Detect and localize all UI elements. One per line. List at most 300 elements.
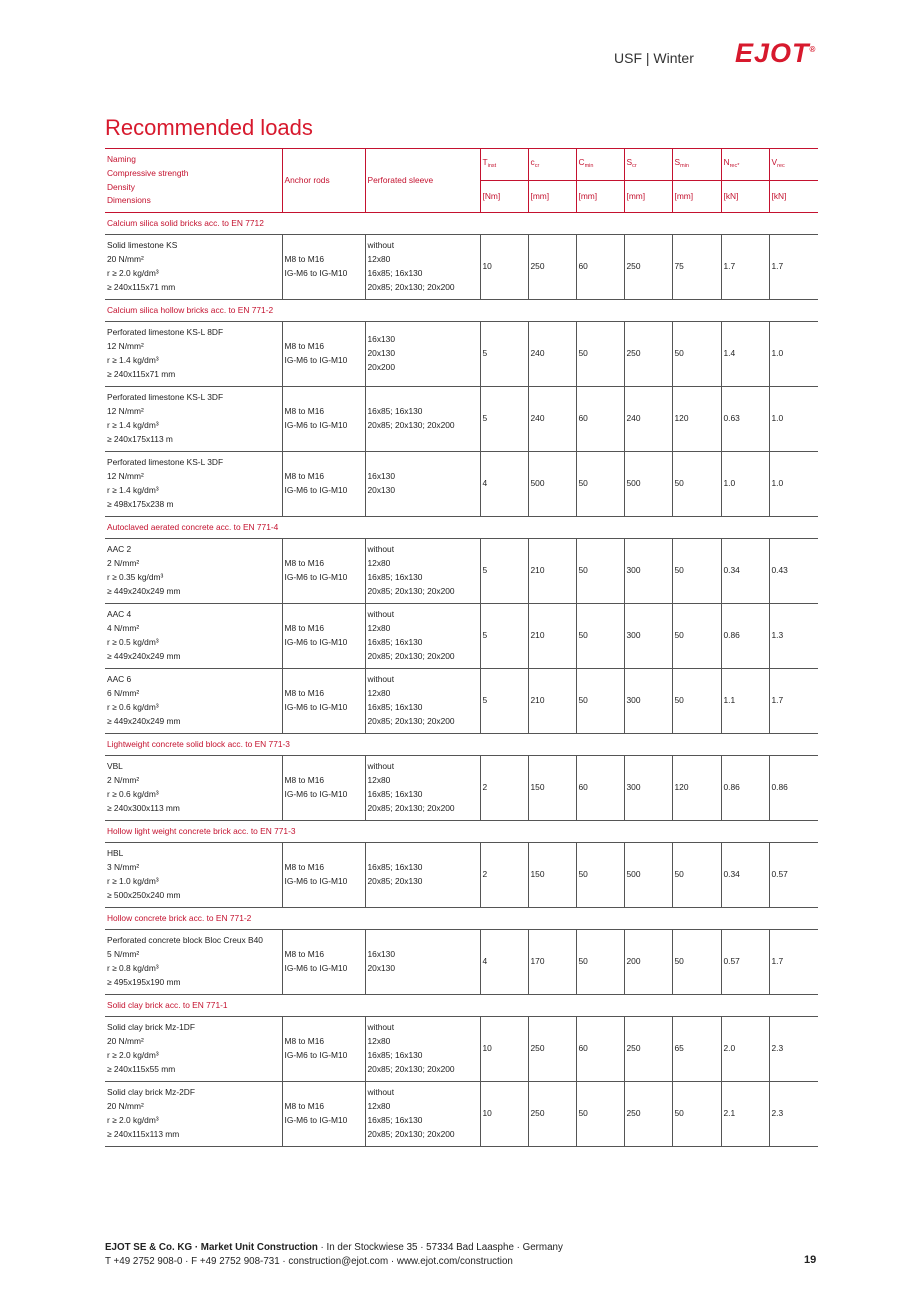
value-cell: 500: [624, 843, 672, 908]
sleeve-line: 20x85; 20x130; 20x200: [367, 420, 455, 430]
value-cell: 250: [528, 235, 576, 300]
naming-line: Solid limestone KS: [107, 240, 178, 251]
sleeve-line: 16x130: [367, 949, 395, 960]
value-cell: 10: [480, 1017, 528, 1082]
anchor-cell: [282, 1082, 365, 1147]
anchor-line: IG-M6 to IG-M10: [284, 702, 348, 712]
naming-line: ≥ 240x115x71 mm: [107, 281, 176, 292]
sleeve-line: 20x85; 20x130; 20x200: [367, 650, 455, 661]
value-cell: 240: [624, 387, 672, 452]
naming-line: r ≥ 2.0 kg/dm³: [107, 1115, 159, 1125]
value-cell: 2.1: [721, 1082, 769, 1147]
param-symbol-header: [672, 149, 721, 181]
value-cell: 50: [576, 604, 624, 669]
anchor-line: M8 to M16: [284, 406, 325, 417]
section-row: [105, 517, 818, 539]
table-row: [105, 235, 818, 300]
footer-contact: T +49 2752 908-0 · F +49 2752 908-731 · construction@ejot.com · www.ejot.com/construction: [105, 1256, 513, 1267]
sleeve-line: 20x85; 20x130; 20x200: [367, 281, 455, 292]
value-cell: 50: [576, 539, 624, 604]
param-symbol: S: [626, 156, 633, 167]
col-naming-line: Naming: [107, 153, 136, 164]
value-cell: 50: [576, 1082, 624, 1147]
value-cell: 5: [480, 604, 528, 669]
col-anchor-header: Anchor rods: [282, 149, 365, 213]
anchor-line: IG-M6 to IG-M10: [284, 637, 348, 647]
param-subscript: inst: [487, 162, 497, 169]
naming-line: VBL: [107, 761, 123, 772]
naming-line: Perforated limestone KS-L 3DF: [107, 457, 224, 468]
value-cell: 210: [528, 669, 576, 734]
naming-line: 3 N/mm²: [107, 862, 140, 873]
naming-line: r ≥ 0.35 kg/dm³: [107, 572, 164, 582]
naming-cell: [105, 539, 282, 604]
value-cell: 300: [624, 669, 672, 734]
value-cell: 60: [576, 756, 624, 821]
value-cell: 2.3: [769, 1082, 818, 1147]
naming-line: 20 N/mm²: [107, 1036, 144, 1047]
anchor-cell: [282, 843, 365, 908]
value-cell: 120: [672, 387, 721, 452]
naming-line: Perforated concrete block Bloc Creux B40: [107, 935, 263, 946]
sleeve-line: without: [367, 609, 395, 620]
sleeve-cell: [365, 387, 480, 452]
sleeve-line: 16x85; 16x130: [367, 268, 423, 278]
value-cell: 1.0: [769, 322, 818, 387]
param-unit-header: [mm]: [672, 181, 721, 213]
value-cell: 10: [480, 1082, 528, 1147]
naming-line: 12 N/mm²: [107, 341, 144, 352]
naming-line: r ≥ 1.4 kg/dm³: [107, 485, 159, 495]
anchor-line: M8 to M16: [284, 775, 325, 786]
col-naming-header: [105, 149, 282, 213]
value-cell: 300: [624, 756, 672, 821]
naming-line: Solid clay brick Mz-2DF: [107, 1087, 195, 1098]
naming-line: ≥ 498x175x238 m: [107, 498, 174, 509]
param-symbol: N: [723, 156, 730, 167]
value-cell: 1.7: [769, 930, 818, 995]
anchor-line: M8 to M16: [284, 623, 325, 634]
anchor-cell: [282, 669, 365, 734]
section-title: Lightweight concrete solid block acc. to EN 771-3: [105, 734, 818, 756]
param-subscript: rec*: [729, 162, 740, 169]
value-cell: 240: [528, 387, 576, 452]
naming-line: Solid clay brick Mz-1DF: [107, 1022, 195, 1033]
col-naming-line: Density: [107, 181, 135, 192]
sleeve-cell: [365, 1017, 480, 1082]
naming-line: Perforated limestone KS-L 3DF: [107, 392, 224, 403]
sleeve-line: 16x85; 16x130: [367, 1050, 423, 1060]
sleeve-line: 16x85; 16x130: [367, 702, 423, 712]
naming-line: r ≥ 1.0 kg/dm³: [107, 876, 159, 886]
naming-cell: [105, 669, 282, 734]
naming-line: 20 N/mm²: [107, 1101, 144, 1112]
value-cell: 50: [576, 930, 624, 995]
anchor-line: IG-M6 to IG-M10: [284, 420, 348, 430]
value-cell: 5: [480, 322, 528, 387]
anchor-line: IG-M6 to IG-M10: [284, 876, 348, 886]
anchor-line: IG-M6 to IG-M10: [284, 789, 348, 799]
anchor-cell: [282, 322, 365, 387]
value-cell: 1.3: [769, 604, 818, 669]
naming-cell: [105, 322, 282, 387]
value-cell: 4: [480, 452, 528, 517]
sleeve-line: without: [367, 761, 395, 772]
naming-line: ≥ 449x240x249 mm: [107, 585, 181, 596]
section-title: Solid clay brick acc. to EN 771-1: [105, 995, 818, 1017]
naming-line: AAC 4: [107, 609, 132, 620]
value-cell: 250: [624, 235, 672, 300]
value-cell: 50: [672, 930, 721, 995]
param-symbol: S: [674, 156, 681, 167]
value-cell: 250: [624, 1017, 672, 1082]
anchor-cell: [282, 387, 365, 452]
section-row: [105, 908, 818, 930]
value-cell: 50: [672, 539, 721, 604]
sleeve-line: without: [367, 674, 395, 685]
col-sleeve-header: Perforated sleeve: [365, 149, 480, 213]
naming-line: 4 N/mm²: [107, 623, 140, 634]
table-row: [105, 1082, 818, 1147]
value-cell: 210: [528, 539, 576, 604]
naming-line: ≥ 240x115x71 mm: [107, 368, 176, 379]
sleeve-line: 12x80: [367, 775, 391, 786]
anchor-line: M8 to M16: [284, 341, 325, 352]
value-cell: 500: [624, 452, 672, 517]
sleeve-line: 12x80: [367, 623, 391, 634]
naming-line: 20 N/mm²: [107, 254, 144, 265]
section-row: [105, 995, 818, 1017]
naming-line: ≥ 240x300x113 mm: [107, 802, 180, 813]
param-subscript: min: [680, 162, 689, 169]
value-cell: 2.3: [769, 1017, 818, 1082]
sleeve-line: 16x85; 16x130: [367, 862, 423, 873]
anchor-line: M8 to M16: [284, 1036, 325, 1047]
naming-line: r ≥ 1.4 kg/dm³: [107, 420, 159, 430]
anchor-cell: [282, 930, 365, 995]
section-title: Calcium silica hollow bricks acc. to EN 771-2: [105, 300, 818, 322]
section-row: [105, 300, 818, 322]
sleeve-cell: [365, 604, 480, 669]
sleeve-cell: [365, 930, 480, 995]
value-cell: 50: [672, 1082, 721, 1147]
sleeve-line: 12x80: [367, 254, 391, 265]
anchor-line: IG-M6 to IG-M10: [284, 1050, 348, 1060]
sleeve-line: 16x130: [367, 334, 395, 345]
param-subscript: rec: [777, 162, 785, 169]
sleeve-line: 16x85; 16x130: [367, 1115, 423, 1125]
param-symbol-header: [721, 149, 769, 181]
anchor-cell: [282, 235, 365, 300]
sleeve-line: 12x80: [367, 1036, 391, 1047]
naming-line: r ≥ 1.4 kg/dm³: [107, 355, 159, 365]
naming-line: r ≥ 0.6 kg/dm³: [107, 702, 159, 712]
naming-line: ≥ 495x195x190 mm: [107, 976, 181, 987]
header-nav: USF | Winter: [614, 50, 694, 66]
section-row: [105, 213, 818, 235]
sleeve-cell: [365, 235, 480, 300]
sleeve-line: 20x130: [367, 963, 395, 973]
sleeve-cell: [365, 539, 480, 604]
param-symbol: T: [482, 156, 488, 167]
sleeve-cell: [365, 843, 480, 908]
table-row: [105, 604, 818, 669]
table-row: [105, 539, 818, 604]
value-cell: 75: [672, 235, 721, 300]
page-title: Recommended loads: [105, 114, 313, 140]
value-cell: 1.7: [769, 669, 818, 734]
sleeve-cell: [365, 669, 480, 734]
value-cell: 2: [480, 843, 528, 908]
naming-line: AAC 2: [107, 544, 132, 555]
param-unit-header: [mm]: [576, 181, 624, 213]
value-cell: 0.86: [769, 756, 818, 821]
value-cell: 2.0: [721, 1017, 769, 1082]
naming-cell: [105, 452, 282, 517]
value-cell: 60: [576, 235, 624, 300]
naming-line: r ≥ 2.0 kg/dm³: [107, 1050, 159, 1060]
value-cell: 200: [624, 930, 672, 995]
anchor-line: IG-M6 to IG-M10: [284, 485, 348, 495]
value-cell: 0.34: [721, 843, 769, 908]
footer: [105, 1241, 563, 1269]
value-cell: 120: [672, 756, 721, 821]
naming-line: Perforated limestone KS-L 8DF: [107, 327, 224, 338]
value-cell: 50: [672, 322, 721, 387]
sleeve-line: without: [367, 544, 395, 555]
param-unit-header: [kN]: [721, 181, 769, 213]
value-cell: 150: [528, 843, 576, 908]
anchor-line: IG-M6 to IG-M10: [284, 572, 348, 582]
anchor-line: M8 to M16: [284, 1101, 325, 1112]
sleeve-line: without: [367, 240, 395, 251]
naming-line: ≥ 449x240x249 mm: [107, 715, 181, 726]
anchor-line: M8 to M16: [284, 949, 325, 960]
param-unit-header: [mm]: [624, 181, 672, 213]
sleeve-line: 16x85; 16x130: [367, 572, 423, 582]
sleeve-line: 20x85; 20x130; 20x200: [367, 1128, 455, 1139]
param-symbol-header: [769, 149, 818, 181]
value-cell: 210: [528, 604, 576, 669]
value-cell: 250: [528, 1017, 576, 1082]
sleeve-line: 20x130: [367, 348, 395, 359]
value-cell: 5: [480, 539, 528, 604]
sleeve-line: 16x130: [367, 471, 395, 482]
naming-line: AAC 6: [107, 674, 132, 685]
value-cell: 2: [480, 756, 528, 821]
value-cell: 240: [528, 322, 576, 387]
naming-line: 12 N/mm²: [107, 406, 144, 417]
sleeve-line: 20x85; 20x130; 20x200: [367, 585, 455, 596]
anchor-line: IG-M6 to IG-M10: [284, 1115, 348, 1125]
naming-line: r ≥ 2.0 kg/dm³: [107, 268, 159, 278]
sleeve-cell: [365, 452, 480, 517]
param-symbol: C: [578, 156, 585, 167]
naming-line: ≥ 240x115x55 mm: [107, 1063, 176, 1074]
value-cell: 4: [480, 930, 528, 995]
naming-line: ≥ 449x240x249 mm: [107, 650, 181, 661]
value-cell: 1.0: [721, 452, 769, 517]
table-row: [105, 387, 818, 452]
sleeve-cell: [365, 756, 480, 821]
value-cell: 0.57: [769, 843, 818, 908]
value-cell: 250: [624, 1082, 672, 1147]
param-unit-header: [kN]: [769, 181, 818, 213]
value-cell: 1.1: [721, 669, 769, 734]
anchor-cell: [282, 1017, 365, 1082]
anchor-line: IG-M6 to IG-M10: [284, 268, 348, 278]
naming-line: r ≥ 0.6 kg/dm³: [107, 789, 159, 799]
naming-line: 5 N/mm²: [107, 949, 140, 960]
naming-cell: [105, 1017, 282, 1082]
table-row: [105, 930, 818, 995]
value-cell: 1.7: [769, 235, 818, 300]
value-cell: 500: [528, 452, 576, 517]
value-cell: 1.0: [769, 452, 818, 517]
col-naming-line: Dimensions: [107, 195, 151, 206]
naming-cell: [105, 930, 282, 995]
naming-cell: [105, 756, 282, 821]
value-cell: 50: [576, 452, 624, 517]
value-cell: 50: [672, 669, 721, 734]
value-cell: 60: [576, 387, 624, 452]
naming-line: r ≥ 0.8 kg/dm³: [107, 963, 159, 973]
header-row-symbols: [105, 149, 818, 181]
naming-cell: [105, 387, 282, 452]
anchor-cell: [282, 756, 365, 821]
value-cell: 50: [672, 843, 721, 908]
value-cell: 50: [672, 452, 721, 517]
recommended-loads-table: [105, 148, 818, 1147]
sleeve-cell: [365, 322, 480, 387]
value-cell: 50: [576, 322, 624, 387]
page-number: 19: [804, 1254, 817, 1266]
sleeve-cell: [365, 1082, 480, 1147]
table-row: [105, 756, 818, 821]
param-unit-header: [Nm]: [480, 181, 528, 213]
value-cell: 150: [528, 756, 576, 821]
anchor-line: M8 to M16: [284, 688, 325, 699]
value-cell: 10: [480, 235, 528, 300]
ejot-logo: EJOT®: [735, 38, 817, 68]
param-unit-header: [mm]: [528, 181, 576, 213]
value-cell: 300: [624, 539, 672, 604]
value-cell: 50: [576, 843, 624, 908]
value-cell: 50: [576, 669, 624, 734]
sleeve-line: 20x85; 20x130: [367, 876, 423, 886]
naming-line: 6 N/mm²: [107, 688, 140, 699]
param-symbol-header: [576, 149, 624, 181]
naming-line: ≥ 240x115x113 mm: [107, 1128, 180, 1139]
table-row: [105, 452, 818, 517]
sleeve-line: 20x200: [367, 361, 395, 372]
sleeve-line: 20x85; 20x130; 20x200: [367, 715, 455, 726]
value-cell: 5: [480, 669, 528, 734]
value-cell: 5: [480, 387, 528, 452]
sleeve-line: 20x85; 20x130; 20x200: [367, 1063, 455, 1074]
value-cell: 1.0: [769, 387, 818, 452]
sleeve-line: 12x80: [367, 1101, 391, 1112]
naming-line: ≥ 240x175x113 m: [107, 433, 173, 444]
param-symbol: c: [530, 156, 535, 167]
footer-company: EJOT SE & Co. KG · Market Unit Construction: [105, 1242, 318, 1253]
sleeve-line: 20x85; 20x130; 20x200: [367, 802, 455, 813]
section-row: [105, 821, 818, 843]
value-cell: 0.34: [721, 539, 769, 604]
naming-cell: [105, 235, 282, 300]
naming-line: 12 N/mm²: [107, 471, 144, 482]
value-cell: 0.57: [721, 930, 769, 995]
sleeve-line: without: [367, 1087, 395, 1098]
anchor-cell: [282, 452, 365, 517]
table-row: [105, 322, 818, 387]
value-cell: 300: [624, 604, 672, 669]
param-subscript: cr: [534, 162, 540, 169]
anchor-cell: [282, 604, 365, 669]
value-cell: 0.86: [721, 604, 769, 669]
section-title: Calcium silica solid bricks acc. to EN 7712: [105, 213, 818, 235]
table-row: [105, 669, 818, 734]
col-naming-line: Compressive strength: [107, 167, 189, 178]
naming-line: ≥ 500x250x240 mm: [107, 889, 181, 900]
table-row: [105, 1017, 818, 1082]
value-cell: 1.7: [721, 235, 769, 300]
value-cell: 50: [672, 604, 721, 669]
sleeve-line: 20x130: [367, 485, 395, 495]
naming-cell: [105, 1082, 282, 1147]
naming-cell: [105, 843, 282, 908]
naming-line: r ≥ 0.5 kg/dm³: [107, 637, 159, 647]
anchor-line: M8 to M16: [284, 862, 325, 873]
anchor-line: M8 to M16: [284, 254, 325, 265]
section-title: Hollow concrete brick acc. to EN 771-2: [105, 908, 818, 930]
param-symbol-header: [624, 149, 672, 181]
naming-line: 2 N/mm²: [107, 775, 140, 786]
value-cell: 250: [528, 1082, 576, 1147]
value-cell: 0.63: [721, 387, 769, 452]
anchor-line: M8 to M16: [284, 558, 325, 569]
value-cell: 0.43: [769, 539, 818, 604]
param-subscript: min: [584, 162, 594, 169]
sleeve-line: 12x80: [367, 688, 391, 699]
sleeve-line: 16x85; 16x130: [367, 406, 423, 417]
sleeve-line: 16x85; 16x130: [367, 789, 423, 799]
param-symbol-header: [480, 149, 528, 181]
naming-line: HBL: [107, 848, 124, 859]
value-cell: 0.86: [721, 756, 769, 821]
table-row: [105, 843, 818, 908]
value-cell: 65: [672, 1017, 721, 1082]
footer-address: · In der Stockwiese 35 · 57334 Bad Laasphe · Germany: [317, 1242, 563, 1253]
naming-line: 2 N/mm²: [107, 558, 140, 569]
param-symbol-header: [528, 149, 576, 181]
sleeve-line: without: [367, 1022, 395, 1033]
anchor-cell: [282, 539, 365, 604]
value-cell: 60: [576, 1017, 624, 1082]
sleeve-line: 16x85; 16x130: [367, 637, 423, 647]
section-title: Autoclaved aerated concrete acc. to EN 771-4: [105, 517, 818, 539]
value-cell: 1.4: [721, 322, 769, 387]
anchor-line: IG-M6 to IG-M10: [284, 963, 348, 973]
param-subscript: cr: [632, 162, 637, 169]
naming-cell: [105, 604, 282, 669]
value-cell: 250: [624, 322, 672, 387]
sleeve-line: 12x80: [367, 558, 391, 569]
anchor-line: IG-M6 to IG-M10: [284, 355, 348, 365]
section-row: [105, 734, 818, 756]
param-symbol: V: [771, 156, 778, 167]
value-cell: 170: [528, 930, 576, 995]
